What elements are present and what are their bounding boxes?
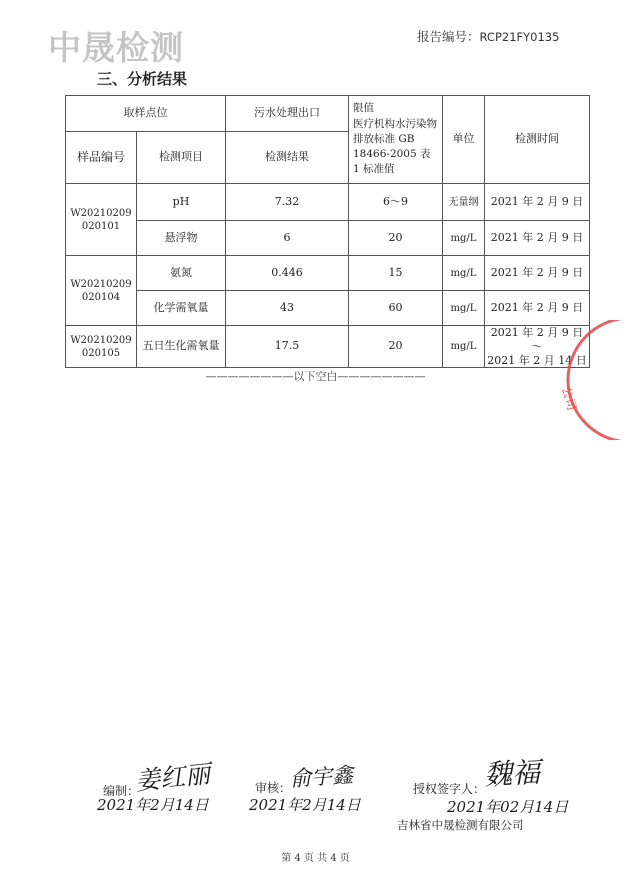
result-cell: 43 [226,291,349,326]
item-cell: 五日生化需氧量 [137,326,226,368]
unit-cell: mg/L [443,256,485,291]
header-time: 检测时间 [485,96,590,184]
header-sample-no: 样品编号 [66,132,137,184]
table-row [66,184,590,221]
header-sampling-point: 取样点位 [66,96,226,132]
item-cell: 化学需氧量 [137,291,226,326]
time-cell: 2021 年 2 月 9 日～ 2021 年 2 月 14 日 [485,326,590,368]
item-cell: 氨氮 [137,256,226,291]
compiled-date: 2021年2月14日 [97,796,209,814]
result-cell: 17.5 [226,326,349,368]
sample-number: W20210209 020105 [66,326,137,368]
compiled-label: 编制： [103,784,140,798]
result-cell: 0.446 [226,256,349,291]
table-row [66,256,590,291]
time-cell: 2021 年 2 月 9 日 [485,184,590,221]
auth-date: 2021年02月14日 [447,798,569,816]
section-title: 三、分析结果 [97,70,188,88]
header-unit: 单位 [443,96,485,184]
table-row [66,221,590,256]
time-cell: 2021 年 2 月 9 日 [485,256,590,291]
review-date: 2021年2月14日 [249,796,361,814]
unit-cell: mg/L [443,221,485,256]
company-name: 吉林省中晟检测有限公司 [397,818,524,832]
limit-cell: 6～9 [349,184,443,221]
auth-label: 授权签字人： [413,782,486,796]
stamp-text: 公司 [559,385,579,412]
header-result: 检测结果 [226,132,349,184]
unit-cell: mg/L [443,291,485,326]
header-item: 检测项目 [137,132,226,184]
unit-cell: 无量纲 [443,184,485,221]
item-cell: pH [137,184,226,221]
limit-cell: 20 [349,326,443,368]
results-table [65,95,590,368]
table-row [66,291,590,326]
time-cell: 2021 年 2 月 9 日 [485,291,590,326]
limit-cell: 60 [349,291,443,326]
unit-cell: mg/L [443,326,485,368]
sample-number: W20210209 020101 [66,184,137,256]
time-cell: 2021 年 2 月 9 日 [485,221,590,256]
header-outlet: 污水处理出口 [226,96,349,132]
limit-cell: 20 [349,221,443,256]
page-number: 第 4 页 共 4 页 [281,853,350,864]
compiled-signature: 姜红丽 [133,759,212,796]
sample-number: W20210209 020104 [66,256,137,326]
review-signature: 俞宇鑫 [289,762,354,792]
report-number-label: 报告编号： [417,29,480,44]
header-limit: 限值 医疗机构水污染物排放标准 GB 18466-2005 表 1 标准值 [349,96,443,184]
company-logo: 中晟检测 [48,28,184,67]
report-number [417,27,559,45]
item-cell: 悬浮物 [137,221,226,256]
table-row [66,326,590,368]
end-marker: ————————以下空白———————— [205,370,426,383]
result-cell: 6 [226,221,349,256]
review-label: 审核： [255,781,292,795]
table-header-row [66,96,590,132]
company-seal-stamp [540,320,631,440]
auth-signature: 魏福 [483,755,541,792]
limit-cell: 15 [349,256,443,291]
result-cell: 7.32 [226,184,349,221]
report-number-value: RCP21FY0135 [479,30,560,44]
